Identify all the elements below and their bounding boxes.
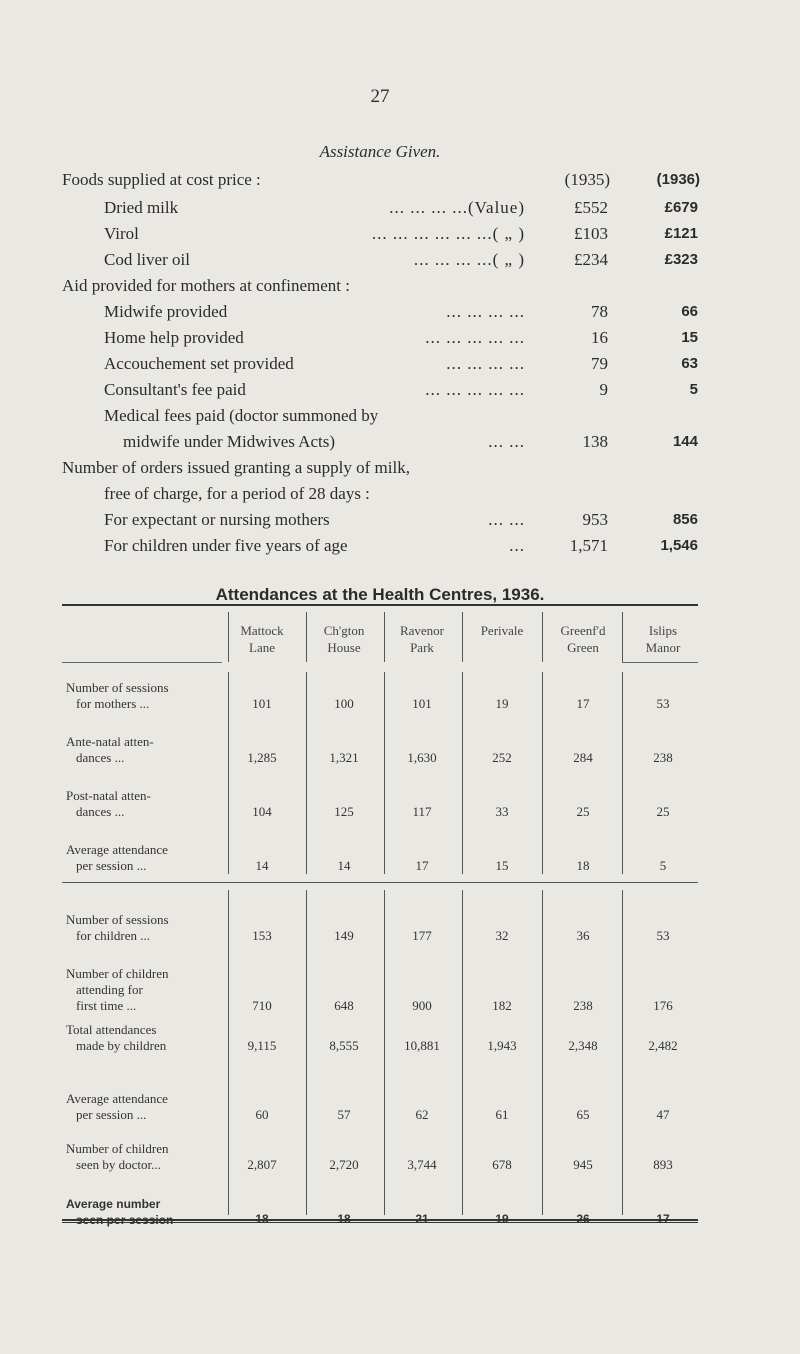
children-row-5-value-5: 17 xyxy=(656,1212,670,1226)
mothers-row-1-label-1: dances ... xyxy=(76,750,125,765)
col-rule-mothers-2 xyxy=(384,672,385,874)
col-header-3-line1: Perivale xyxy=(480,623,524,638)
medical-line1: Medical fees paid (doctor summoned by xyxy=(104,406,379,425)
children-row-4-value-3: 678 xyxy=(492,1157,512,1172)
children-row-3-value-2: 62 xyxy=(415,1107,429,1122)
col-header-4-line1: Greenf'd xyxy=(560,623,606,638)
page-number: 27 xyxy=(370,86,390,107)
mothers-row-2-value-5: 25 xyxy=(656,804,670,819)
orders-row-1-label: For children under five years of age xyxy=(104,536,348,555)
mothers-row-3-value-3: 15 xyxy=(495,858,509,873)
col-header-0-line1: Mattock xyxy=(240,623,284,638)
children-row-5-label-1: seen per session xyxy=(76,1213,174,1227)
col-header-2-line2: Park xyxy=(410,640,434,655)
orders-row-0-leader: ... ... xyxy=(488,510,525,529)
food-row-1-label: Virol xyxy=(104,224,139,243)
table-header-rule-right xyxy=(622,662,698,663)
children-row-3-value-0: 60 xyxy=(255,1107,269,1122)
children-row-1-value-0: 710 xyxy=(252,998,272,1013)
section-title: Assistance Given. xyxy=(319,142,441,161)
children-row-3-value-5: 47 xyxy=(656,1107,670,1122)
children-row-0-value-2: 177 xyxy=(412,928,432,943)
children-row-0-value-5: 53 xyxy=(656,928,670,943)
table-section-rule xyxy=(62,882,698,883)
children-row-4-value-0: 2,807 xyxy=(247,1157,277,1172)
col-header-1-line2: House xyxy=(327,640,361,655)
col-rule-mothers-4 xyxy=(542,672,543,874)
col-header-5-line1: Islips xyxy=(648,623,678,638)
children-row-5-value-2: 21 xyxy=(415,1212,429,1226)
food-row-2-1935: £234 xyxy=(574,250,608,269)
aid-heading: Aid provided for mothers at confinement : xyxy=(62,276,350,295)
orders-line2: free of charge, for a period of 28 days : xyxy=(104,484,370,503)
mothers-row-1-value-3: 252 xyxy=(492,750,512,765)
mothers-row-2-value-3: 33 xyxy=(495,804,509,819)
foods-heading: Foods supplied at cost price : xyxy=(62,170,261,189)
col-rule-mothers-3 xyxy=(462,672,463,874)
aid-row-0-1936: 66 xyxy=(681,303,698,320)
food-row-0-label: Dried milk xyxy=(104,198,179,217)
aid-row-2-1935: 79 xyxy=(591,354,608,373)
mothers-row-1-value-1: 1,321 xyxy=(329,750,359,765)
year-1936-header: (1936) xyxy=(656,171,700,188)
mothers-row-3-value-5: 5 xyxy=(659,858,667,873)
aid-row-2-1936: 63 xyxy=(681,355,698,372)
medical-line2: midwife under Midwives Acts) xyxy=(123,432,335,451)
children-row-2-value-3: 1,943 xyxy=(487,1038,517,1053)
mothers-row-0-value-0: 101 xyxy=(252,696,272,711)
mothers-row-0-value-2: 101 xyxy=(412,696,432,711)
children-row-4-value-4: 945 xyxy=(573,1157,593,1172)
aid-row-0-leader: ... ... ... ... xyxy=(446,302,525,321)
food-row-2-leader: ... ... ... ...( „ ) xyxy=(413,250,525,269)
mothers-row-3-value-1: 14 xyxy=(337,858,351,873)
children-row-1-value-2: 900 xyxy=(412,998,432,1013)
children-row-3-value-1: 57 xyxy=(337,1107,351,1122)
mothers-row-3-label-0: Average attendance xyxy=(66,842,168,857)
food-row-2-label: Cod liver oil xyxy=(104,250,190,269)
children-row-5-value-1: 18 xyxy=(337,1212,351,1226)
aid-row-1-1935: 16 xyxy=(591,328,608,347)
aid-row-3-1935: 9 xyxy=(599,380,608,399)
aid-row-3-1936: 5 xyxy=(689,381,698,398)
children-row-4-value-2: 3,744 xyxy=(407,1157,437,1172)
orders-row-1-1936: 1,546 xyxy=(660,537,698,554)
children-row-0-value-3: 32 xyxy=(495,928,509,943)
mothers-row-1-value-0: 1,285 xyxy=(247,750,277,765)
children-row-5-value-3: 19 xyxy=(495,1212,509,1226)
mothers-row-1-label-0: Ante-natal atten- xyxy=(66,734,154,749)
mothers-row-0-value-3: 19 xyxy=(495,696,509,711)
food-row-1-leader: ... ... ... ... ... ...( „ ) xyxy=(371,224,525,243)
children-row-2-label-1: made by children xyxy=(76,1038,167,1053)
year-1935-header: (1935) xyxy=(564,170,610,189)
table-title: Attendances at the Health Centres, 1936. xyxy=(215,585,545,604)
orders-row-0-label: For expectant or nursing mothers xyxy=(104,510,330,529)
children-row-1-value-1: 648 xyxy=(334,998,354,1013)
mothers-row-0-value-4: 17 xyxy=(576,696,590,711)
children-row-1-value-5: 176 xyxy=(653,998,673,1013)
mothers-row-0-label-1: for mothers ... xyxy=(76,696,150,711)
children-row-3-label-0: Average attendance xyxy=(66,1091,168,1106)
children-row-4-label-0: Number of children xyxy=(66,1141,169,1156)
mothers-row-2-label-0: Post-natal atten- xyxy=(66,788,151,803)
children-row-2-value-5: 2,482 xyxy=(648,1038,678,1053)
table-top-rule xyxy=(62,604,698,606)
food-row-0-1936: £679 xyxy=(664,199,698,216)
col-rule-mothers-1 xyxy=(306,672,307,874)
children-row-1-value-3: 182 xyxy=(492,998,512,1013)
children-row-1-label-2: first time ... xyxy=(76,998,137,1013)
mothers-row-1-value-5: 238 xyxy=(653,750,673,765)
medical-1935: 138 xyxy=(582,432,608,451)
mothers-row-3-value-4: 18 xyxy=(576,858,590,873)
children-row-5-value-0: 18 xyxy=(255,1212,269,1226)
col-rule-children-2 xyxy=(384,890,385,1215)
children-row-5-value-4: 26 xyxy=(576,1212,590,1226)
aid-row-2-label: Accouchement set provided xyxy=(104,354,294,373)
mothers-row-2-value-4: 25 xyxy=(576,804,590,819)
children-row-5-label-0: Average number xyxy=(66,1197,161,1211)
children-row-4-value-5: 893 xyxy=(653,1157,673,1172)
children-row-2-value-4: 2,348 xyxy=(568,1038,598,1053)
mothers-row-3-value-2: 17 xyxy=(415,858,429,873)
orders-row-0-1936: 856 xyxy=(672,511,698,528)
aid-row-3-label: Consultant's fee paid xyxy=(104,380,246,399)
mothers-row-2-value-2: 117 xyxy=(412,804,432,819)
children-row-2-value-2: 10,881 xyxy=(404,1038,440,1053)
children-row-2-value-0: 9,115 xyxy=(247,1038,277,1053)
col-rule-children-1 xyxy=(306,890,307,1215)
orders-line1: Number of orders issued granting a supply of milk, xyxy=(62,458,410,477)
col-rule-children-3 xyxy=(462,890,463,1215)
food-row-2-1936: £323 xyxy=(664,251,698,268)
col-header-4-line2: Green xyxy=(567,640,599,655)
mothers-row-3-value-0: 14 xyxy=(255,858,269,873)
food-row-0-1935: £552 xyxy=(574,198,608,217)
children-row-0-label-0: Number of sessions xyxy=(66,912,169,927)
col-header-0-line2: Lane xyxy=(249,640,275,655)
aid-row-0-1935: 78 xyxy=(591,302,608,321)
children-row-1-value-4: 238 xyxy=(573,998,593,1013)
children-row-0-value-0: 153 xyxy=(252,928,272,943)
orders-row-1-leader: ... xyxy=(509,536,525,555)
food-row-0-leader: ... ... ... ...(Value) xyxy=(389,198,525,217)
table-header-rule-left xyxy=(62,662,222,663)
food-row-1-1936: £121 xyxy=(664,225,698,242)
mothers-row-0-label-0: Number of sessions xyxy=(66,680,169,695)
mothers-row-2-value-1: 125 xyxy=(334,804,354,819)
mothers-row-3-label-1: per session ... xyxy=(76,858,147,873)
medical-1936: 144 xyxy=(672,433,698,450)
aid-row-1-leader: ... ... ... ... ... xyxy=(425,328,525,347)
children-row-0-value-4: 36 xyxy=(576,928,590,943)
food-row-1-1935: £103 xyxy=(574,224,608,243)
col-rule-children-4 xyxy=(542,890,543,1215)
aid-row-1-label: Home help provided xyxy=(104,328,244,347)
children-row-2-value-1: 8,555 xyxy=(329,1038,359,1053)
col-header-5-line2: Manor xyxy=(645,640,681,655)
orders-row-0-1935: 953 xyxy=(582,510,608,529)
mothers-row-0-value-1: 100 xyxy=(334,696,354,711)
orders-row-1-1935: 1,571 xyxy=(569,536,608,555)
children-row-3-value-3: 61 xyxy=(495,1107,509,1122)
col-rule-children-5 xyxy=(622,890,623,1215)
children-row-2-label-0: Total attendances xyxy=(66,1022,157,1037)
col-rule-mothers-5 xyxy=(622,672,623,874)
col-header-2-line1: Ravenor xyxy=(399,623,445,638)
aid-row-0-label: Midwife provided xyxy=(104,302,228,321)
children-row-3-label-1: per session ... xyxy=(76,1107,147,1122)
children-row-1-label-1: attending for xyxy=(76,982,143,997)
mothers-row-1-value-4: 284 xyxy=(573,750,593,765)
children-row-0-label-1: for children ... xyxy=(76,928,151,943)
children-row-0-value-1: 149 xyxy=(334,928,354,943)
mothers-row-2-label-1: dances ... xyxy=(76,804,125,819)
aid-row-2-leader: ... ... ... ... xyxy=(446,354,525,373)
children-row-4-value-1: 2,720 xyxy=(329,1157,359,1172)
mothers-row-0-value-5: 53 xyxy=(656,696,670,711)
children-row-1-label-0: Number of children xyxy=(66,966,169,981)
aid-row-1-1936: 15 xyxy=(681,329,698,346)
mothers-row-1-value-2: 1,630 xyxy=(407,750,437,765)
aid-row-3-leader: ... ... ... ... ... xyxy=(425,380,525,399)
col-header-1-line1: Ch'gton xyxy=(323,623,365,638)
mothers-row-2-value-0: 104 xyxy=(252,804,272,819)
children-row-3-value-4: 65 xyxy=(576,1107,590,1122)
medical-leader: ... ... xyxy=(488,432,525,451)
children-row-4-label-1: seen by doctor... xyxy=(76,1157,161,1172)
